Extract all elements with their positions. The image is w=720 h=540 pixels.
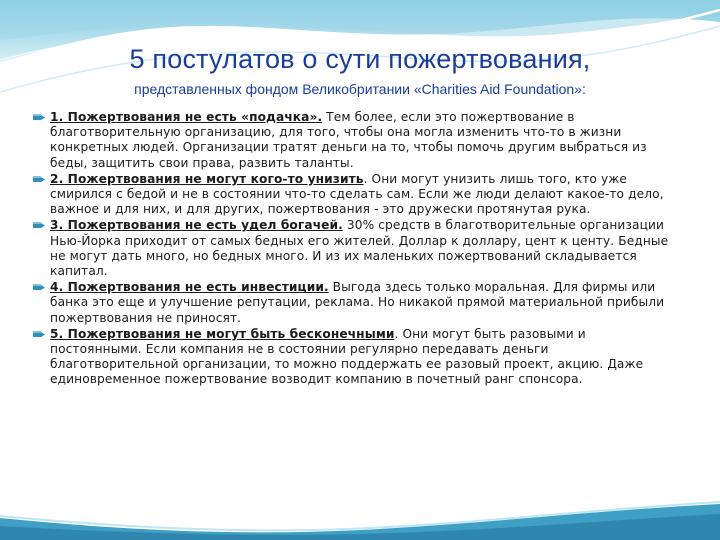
pointer-bullet-icon (32, 113, 46, 122)
postulate-text: Тем более, если это пожертвование в благотворительную организацию, для того, чтобы она могла изменить что-то в жизни конкретных людей. Организации тратят деньги на то, чтобы помочь другим выбраться из беды, защитить свои права, развить таланты. (50, 110, 647, 170)
bottom-wave-decoration (0, 500, 720, 540)
pointer-bullet-icon (32, 175, 46, 184)
postulates-list (32, 110, 672, 389)
slide-title: 5 постулатов о сути пожертвования, (129, 44, 591, 74)
postulate-heading: 5. Пожертвования не могут быть бесконечными (50, 326, 395, 341)
postulate-heading: 2. Пожертвования не могут кого-то унизить (50, 171, 364, 186)
postulate-heading: 1. Пожертвования не есть «подачка». (50, 110, 323, 124)
postulate-text: . Они могут унизить лишь того, кто уже смирился с бедой и не в состоянии что-то сделать сам. Если же люди делают какое-то дело, важное и для них, и для других, пожертвования - это дружески протянутая рука. (50, 171, 664, 217)
pointer-bullet-icon (32, 221, 46, 230)
postulate-heading: 4. Пожертвования не есть инвестиции. (50, 280, 329, 295)
list-item (32, 280, 672, 326)
pointer-bullet-icon (32, 283, 46, 292)
postulate-heading: 3. Пожертвования не есть удел богачей. (50, 218, 343, 233)
list-item (32, 172, 672, 218)
slide-subtitle: представленных фондом Великобритании «Charities Aid Foundation»: (134, 81, 586, 97)
postulate-text: Выгода здесь только моральная. Для фирмы или банка это еще и улучшение репутации, реклама. Но никакой прямой материальной прибыли пожертвования не приносят. (50, 280, 665, 325)
list-item (32, 327, 672, 388)
list-item (32, 110, 672, 171)
pointer-bullet-icon (32, 330, 46, 339)
postulate-text: . Они могут быть разовыми и постоянными. Если компания не в состоянии регулярно передавать деньги благотворительной организации, то можно поддержать ее разовый проект, акцию. Даже единовременное пожертвование возводит компанию в почетный ранг спонсора. (50, 326, 644, 387)
postulate-text: 30% средств в благотворительные организации Нью-Йорка приходит от самых бедных его жителей. Доллар к доллару, цент к центу. Бедные не могут дать много, но бедных много. И из их маленьких пожертвований складывается капитал. (50, 218, 669, 279)
list-item (32, 218, 672, 279)
